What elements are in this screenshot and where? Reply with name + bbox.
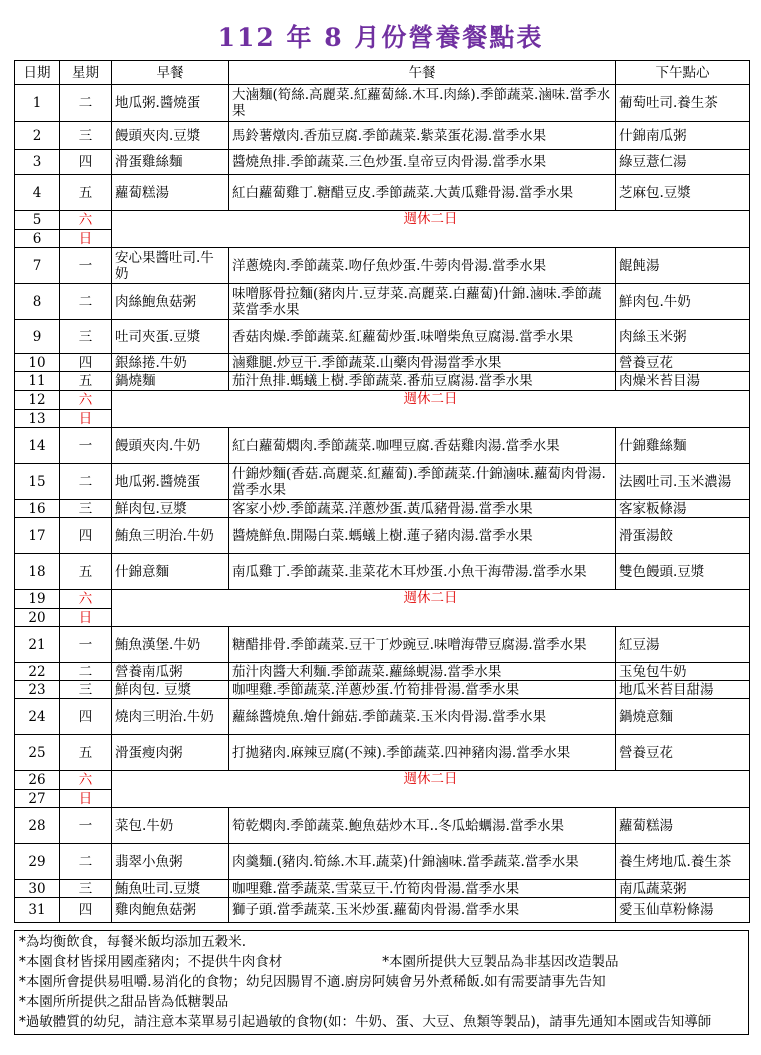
date-cell: 2 — [15, 122, 60, 150]
table-row — [15, 391, 750, 410]
breakfast-cell: 銀絲捲.牛奶 — [112, 354, 229, 372]
table-row — [15, 735, 750, 771]
weekday-cell: 一 — [60, 428, 112, 464]
table-row — [15, 844, 750, 880]
table-row — [15, 122, 750, 150]
breakfast-cell: 翡翠小魚粥 — [112, 844, 229, 880]
weekday-cell: 四 — [60, 518, 112, 554]
lunch-cell: 紅白蘿蔔燜肉.季節蔬菜.咖哩豆腐.香菇雞肉湯.當季水果 — [229, 428, 616, 464]
table-row — [15, 428, 750, 464]
lunch-cell: 打拋豬肉.麻辣豆腐(不辣).季節蔬菜.四神豬肉湯.當季水果 — [229, 735, 616, 771]
snack-cell: 客家粄條湯 — [616, 500, 750, 518]
date-cell: 21 — [15, 627, 60, 663]
lunch-cell: 茄汁魚排.螞蟻上樹.季節蔬菜.番茄豆腐湯.當季水果 — [229, 372, 616, 391]
table-row — [15, 699, 750, 735]
snack-cell: 芝麻包.豆漿 — [616, 175, 750, 211]
header-weekday: 星期 — [60, 61, 112, 85]
weekday-cell: 二 — [60, 284, 112, 320]
snack-cell: 滑蛋湯餃 — [616, 518, 750, 554]
snack-cell: 雙色饅頭.豆漿 — [616, 554, 750, 590]
weekday-cell: 六 — [60, 211, 112, 230]
header-snack: 下午點心 — [616, 61, 750, 85]
snack-cell: 肉燥米苔目湯 — [616, 372, 750, 391]
weekday-cell: 二 — [60, 85, 112, 122]
weekday-cell: 日 — [60, 230, 112, 248]
weekday-cell: 一 — [60, 248, 112, 284]
header-lunch: 午餐 — [229, 61, 616, 85]
lunch-cell: 洋蔥燒肉.季節蔬菜.吻仔魚炒蛋.牛蒡肉骨湯.當季水果 — [229, 248, 616, 284]
lunch-cell: 蘿絲醬燒魚.燴什錦菇.季節蔬菜.玉米肉骨湯.當季水果 — [229, 699, 616, 735]
weekday-cell: 日 — [60, 609, 112, 627]
table-row — [15, 464, 750, 500]
table-row — [15, 771, 750, 790]
lunch-cell: 獅子頭.當季蔬菜.玉米炒蛋.蘿蔔肉骨湯.當季水果 — [229, 898, 616, 923]
breakfast-cell: 滑蛋雞絲麵 — [112, 150, 229, 175]
weekday-cell: 六 — [60, 590, 112, 609]
breakfast-cell: 蘿蔔糕湯 — [112, 175, 229, 211]
note-text: *本園食材皆採用國產豬肉；不提供牛肉食材 — [19, 954, 283, 970]
table-row — [15, 518, 750, 554]
table-row — [15, 150, 750, 175]
lunch-cell: 醬燒鮮魚.開陽白菜.螞蟻上樹.蓮子豬肉湯.當季水果 — [229, 518, 616, 554]
note-line: *為均衡飲食，每餐米飯均添加五穀米. — [19, 934, 247, 950]
date-cell: 31 — [15, 898, 60, 923]
lunch-cell: 味噌豚骨拉麵(豬肉片.豆芽菜.高麗菜.白蘿蔔)什錦.滷味.季節蔬菜當季水果 — [229, 284, 616, 320]
date-cell: 8 — [15, 284, 60, 320]
lunch-cell: 紅白蘿蔔雞丁.糖醋豆皮.季節蔬菜.大黃瓜雞骨湯.當季水果 — [229, 175, 616, 211]
weekday-cell: 四 — [60, 150, 112, 175]
menu-table — [14, 60, 750, 923]
table-row — [15, 590, 750, 609]
table-row — [15, 808, 750, 844]
table-row — [15, 663, 750, 681]
breakfast-cell: 鮪魚吐司.豆漿 — [112, 880, 229, 898]
snack-cell: 什錦南瓜粥 — [616, 122, 750, 150]
snack-cell: 肉絲玉米粥 — [616, 320, 750, 354]
snack-cell: 養生烤地瓜.養生茶 — [616, 844, 750, 880]
weekday-cell: 三 — [60, 681, 112, 699]
table-row — [15, 320, 750, 354]
snack-cell: 葡萄吐司.養生茶 — [616, 85, 750, 122]
date-cell: 29 — [15, 844, 60, 880]
date-cell: 30 — [15, 880, 60, 898]
weekday-cell: 一 — [60, 627, 112, 663]
lunch-cell: 馬鈴薯燉肉.香茄豆腐.季節蔬菜.紫菜蛋花湯.當季水果 — [229, 122, 616, 150]
breakfast-cell: 鍋燒麵 — [112, 372, 229, 391]
snack-cell: 法國吐司.玉米濃湯 — [616, 464, 750, 500]
table-row — [15, 681, 750, 699]
breakfast-cell: 燒肉三明治.牛奶 — [112, 699, 229, 735]
note-text: *本園所提供大豆製品為非基因改造製品 — [382, 954, 619, 970]
weekday-cell: 日 — [60, 410, 112, 428]
date-cell: 6 — [15, 230, 60, 248]
notes-box — [14, 930, 749, 1035]
table-row — [15, 372, 750, 391]
table-row — [15, 284, 750, 320]
date-cell: 28 — [15, 808, 60, 844]
table-row — [15, 880, 750, 898]
snack-cell: 蘿蔔糕湯 — [616, 808, 750, 844]
table-row — [15, 175, 750, 211]
weekday-cell: 四 — [60, 354, 112, 372]
header-breakfast: 早餐 — [112, 61, 229, 85]
date-cell: 9 — [15, 320, 60, 354]
breakfast-cell: 安心果醬吐司.牛奶 — [112, 248, 229, 284]
weekday-cell: 二 — [60, 844, 112, 880]
table-row — [15, 627, 750, 663]
weekday-cell: 五 — [60, 175, 112, 211]
date-cell: 5 — [15, 211, 60, 230]
lunch-cell: 筍乾燜肉.季節蔬菜.鮑魚菇炒木耳..冬瓜蛤蠣湯.當季水果 — [229, 808, 616, 844]
breakfast-cell: 菜包.牛奶 — [112, 808, 229, 844]
snack-cell: 營養豆花 — [616, 354, 750, 372]
page-title: 112 年 8 月份營養餐點表 — [217, 23, 544, 52]
date-cell: 22 — [15, 663, 60, 681]
date-cell: 15 — [15, 464, 60, 500]
snack-cell: 鍋燒意麵 — [616, 699, 750, 735]
snack-cell: 餛飩湯 — [616, 248, 750, 284]
date-cell: 24 — [15, 699, 60, 735]
holiday-cell: 週休二日 — [112, 211, 750, 248]
weekday-cell: 五 — [60, 554, 112, 590]
date-cell: 17 — [15, 518, 60, 554]
breakfast-cell: 吐司夾蛋.豆漿 — [112, 320, 229, 354]
breakfast-cell: 鮮肉包.豆漿 — [112, 500, 229, 518]
weekday-cell: 一 — [60, 808, 112, 844]
date-cell: 20 — [15, 609, 60, 627]
holiday-cell: 週休二日 — [112, 771, 750, 808]
date-cell: 14 — [15, 428, 60, 464]
breakfast-cell: 鮪魚三明治.牛奶 — [112, 518, 229, 554]
breakfast-cell: 雞肉鮑魚菇粥 — [112, 898, 229, 923]
weekday-cell: 六 — [60, 391, 112, 410]
lunch-cell: 客家小炒.季節蔬菜.洋蔥炒蛋.黃瓜豬骨湯.當季水果 — [229, 500, 616, 518]
lunch-cell: 香菇肉燥.季節蔬菜.紅蘿蔔炒蛋.味噌柴魚豆腐湯.當季水果 — [229, 320, 616, 354]
header-date: 日期 — [15, 61, 60, 85]
breakfast-cell: 地瓜粥.醬燒蛋 — [112, 464, 229, 500]
snack-cell: 玉兔包牛奶 — [616, 663, 750, 681]
table-header-row — [15, 61, 750, 85]
lunch-cell: 滷雞腿.炒豆干.季節蔬菜.山藥肉骨湯當季水果 — [229, 354, 616, 372]
table-row — [15, 248, 750, 284]
lunch-cell: 南瓜雞丁.季節蔬菜.韭菜花木耳炒蛋.小魚干海帶湯.當季水果 — [229, 554, 616, 590]
note-line: *本園所所提供之甜品皆為低糖製品 — [19, 994, 229, 1010]
weekday-cell: 二 — [60, 663, 112, 681]
holiday-cell: 週休二日 — [112, 391, 750, 428]
breakfast-cell: 什錦意麵 — [112, 554, 229, 590]
table-row — [15, 211, 750, 230]
note-line — [19, 952, 744, 972]
breakfast-cell: 饅頭夾肉.牛奶 — [112, 428, 229, 464]
date-cell: 7 — [15, 248, 60, 284]
breakfast-cell: 滑蛋瘦肉粥 — [112, 735, 229, 771]
snack-cell: 地瓜米苔目甜湯 — [616, 681, 750, 699]
weekday-cell: 五 — [60, 735, 112, 771]
snack-cell: 什錦雞絲麵 — [616, 428, 750, 464]
breakfast-cell: 營養南瓜粥 — [112, 663, 229, 681]
date-cell: 4 — [15, 175, 60, 211]
table-row — [15, 898, 750, 923]
weekday-cell: 三 — [60, 122, 112, 150]
date-cell: 26 — [15, 771, 60, 790]
lunch-cell: 肉羹麵.(豬肉.筍絲.木耳.蔬菜)什錦滷味.當季蔬菜.當季水果 — [229, 844, 616, 880]
date-cell: 23 — [15, 681, 60, 699]
date-cell: 1 — [15, 85, 60, 122]
snack-cell: 鮮肉包.牛奶 — [616, 284, 750, 320]
snack-cell: 綠豆薏仁湯 — [616, 150, 750, 175]
lunch-cell: 茄汁肉醬大利麵.季節蔬菜.蘿絲蜆湯.當季水果 — [229, 663, 616, 681]
weekday-cell: 六 — [60, 771, 112, 790]
table-row — [15, 554, 750, 590]
lunch-cell: 大滷麵(筍絲.高麗菜.紅蘿蔔絲.木耳.肉絲).季節蔬菜.滷味.當季水果 — [229, 85, 616, 122]
snack-cell: 愛玉仙草粉條湯 — [616, 898, 750, 923]
date-cell: 16 — [15, 500, 60, 518]
date-cell: 13 — [15, 410, 60, 428]
table-row — [15, 85, 750, 122]
weekday-cell: 三 — [60, 500, 112, 518]
lunch-cell: 咖哩雞.當季蔬菜.雪菜豆干.竹筍肉骨湯.當季水果 — [229, 880, 616, 898]
date-cell: 25 — [15, 735, 60, 771]
breakfast-cell: 地瓜粥.醬燒蛋 — [112, 85, 229, 122]
date-cell: 12 — [15, 391, 60, 410]
note-line: *過敏體質的幼兒，請注意本菜單易引起過敏的食物(如：牛奶、蛋、大豆、魚類等製品)，請事先通知本園或告知導師 — [19, 1014, 712, 1030]
weekday-cell: 四 — [60, 699, 112, 735]
weekday-cell: 三 — [60, 880, 112, 898]
holiday-cell: 週休二日 — [112, 590, 750, 627]
weekday-cell: 五 — [60, 372, 112, 391]
menu-body — [15, 85, 750, 923]
date-cell: 10 — [15, 354, 60, 372]
table-row — [15, 354, 750, 372]
date-cell: 27 — [15, 790, 60, 808]
breakfast-cell: 饅頭夾肉.豆漿 — [112, 122, 229, 150]
lunch-cell: 咖哩雞.季節蔬菜.洋蔥炒蛋.竹筍排骨湯.當季水果 — [229, 681, 616, 699]
breakfast-cell: 鮮肉包. 豆漿 — [112, 681, 229, 699]
date-cell: 18 — [15, 554, 60, 590]
snack-cell: 紅豆湯 — [616, 627, 750, 663]
snack-cell: 南瓜蔬菜粥 — [616, 880, 750, 898]
weekday-cell: 二 — [60, 464, 112, 500]
weekday-cell: 三 — [60, 320, 112, 354]
snack-cell: 營養豆花 — [616, 735, 750, 771]
note-line: *本園所會提供易咀嚼.易消化的食物；幼兒因腸胃不適.廚房阿姨會另外煮稀飯.如有需要請事先告知 — [19, 974, 606, 990]
date-cell: 11 — [15, 372, 60, 391]
breakfast-cell: 肉絲鮑魚菇粥 — [112, 284, 229, 320]
lunch-cell: 糖醋排骨.季節蔬菜.豆干丁炒豌豆.味噌海帶豆腐湯.當季水果 — [229, 627, 616, 663]
lunch-cell: 醬燒魚排.季節蔬菜.三色炒蛋.皇帝豆肉骨湯.當季水果 — [229, 150, 616, 175]
lunch-cell: 什錦炒麵(香菇.高麗菜.紅蘿蔔).季節蔬菜.什錦滷味.蘿蔔肉骨湯.當季水果 — [229, 464, 616, 500]
weekday-cell: 日 — [60, 790, 112, 808]
date-cell: 19 — [15, 590, 60, 609]
date-cell: 3 — [15, 150, 60, 175]
breakfast-cell: 鮪魚漢堡.牛奶 — [112, 627, 229, 663]
table-row — [15, 500, 750, 518]
weekday-cell: 四 — [60, 898, 112, 923]
